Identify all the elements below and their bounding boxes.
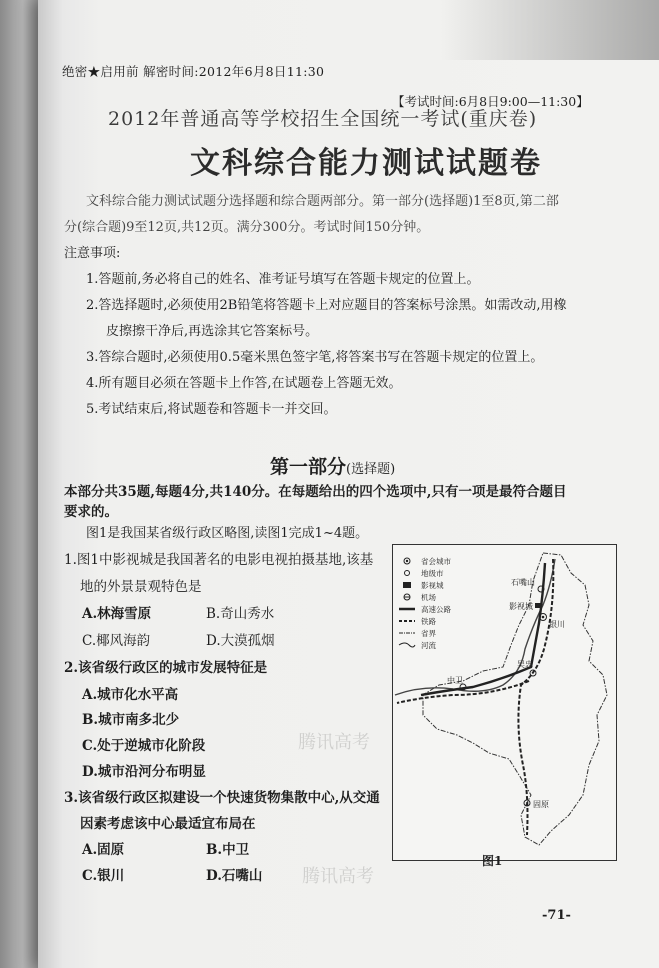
legend-capital: 省会城市 [421, 557, 451, 566]
question-1-stem-cont: 地的外景景观特色是 [80, 579, 202, 595]
city-label-zhongwei: 中卫 [447, 676, 463, 685]
exam-title: 2012年普通高等学校招生全国统一考试(重庆卷) [108, 108, 538, 130]
legend-studio: 影视城 [421, 581, 444, 590]
province-map [392, 544, 617, 861]
note-item: 4.所有题目必须在答题卡上作答,在试题卷上答题无效。 [86, 376, 402, 391]
city-label-wuzhong: 吴忠 [517, 660, 533, 669]
exam-time: 【考试时间:6月8日9:00—11:30】 [392, 94, 589, 109]
intro-line-1: 文科综合能力测试试题分选择题和综合题两部分。第一部分(选择题)1至8页,第二部 [86, 194, 559, 209]
note-item: 皮擦擦干净后,再选涂其它答案标号。 [106, 324, 319, 339]
legend-airport: 机场 [421, 593, 436, 602]
question-1-option-d: D.大漠孤烟 [206, 633, 275, 649]
film-studio-symbol-icon [403, 582, 411, 588]
film-studio-marker-icon [535, 603, 542, 608]
map-legend [399, 556, 451, 650]
city-marker-yinchuan-dot [542, 616, 545, 619]
question-1-option-c: C.椰风海韵 [82, 633, 151, 649]
question-3-option-b: B.中卫 [206, 842, 250, 858]
railway-line [518, 559, 553, 835]
legend-expressway: 高速公路 [421, 605, 451, 614]
question-1-option-a: A.林海雪原 [82, 606, 152, 622]
paper-title: 文科综合能力测试试题卷 [190, 146, 542, 181]
question-2-option-b: B.城市南多北少 [82, 712, 180, 728]
part1-note-line-1: 本部分共35题,每题4分,共140分。在每题给出的四个选项中,只有一项是最符合题目 [64, 484, 567, 500]
map-drawing [393, 545, 616, 860]
question-3-stem-cont: 因素考虑该中心最适宜布局在 [80, 816, 256, 832]
river-symbol-icon [399, 643, 415, 647]
legend-railway: 铁路 [421, 617, 436, 626]
legend-border: 省界 [421, 629, 436, 638]
note-item: 1.答题前,务必将自己的姓名、准考证号填写在答题卡规定的位置上。 [86, 272, 480, 287]
secret-line: 绝密★启用前 解密时间:2012年6月8日11:30 [62, 64, 325, 79]
question-1-stem: 1.图1中影视城是我国著名的电影电视拍摄基地,该基 [64, 552, 374, 568]
question-3-stem: 3.该省级行政区拟建设一个快速货物集散中心,从交通 [64, 790, 380, 806]
page-shadow [440, 0, 659, 60]
province-border [423, 553, 607, 845]
figure-intro: 图1是我国某省级行政区略图,读图1完成1~4题。 [86, 526, 369, 541]
question-3-option-a: A.固原 [82, 842, 125, 858]
city-label-studio: 影视城 [509, 602, 533, 611]
figure-caption: 图1 [482, 854, 503, 868]
question-1-option-b: B.奇山秀水 [206, 606, 275, 622]
legend-river: 河流 [421, 641, 436, 650]
note-item: 2.答选择题时,必须使用2B铅笔将答题卡上对应题目的答案标号涂黑。如需改动,用橡 [86, 298, 567, 313]
watermark-logo: 腾讯高考 [298, 732, 370, 753]
capital-city-dot-icon [406, 560, 408, 562]
question-2-stem: 2.该省级行政区的城市发展特征是 [64, 660, 268, 676]
note-item: 3.答综合题时,必须使用0.5毫米黑色签字笔,将答案书写在答题卡规定的位置上。 [86, 350, 544, 365]
question-3-option-d: D.石嘴山 [206, 868, 263, 884]
note-item: 5.考试结束后,将试题卷和答题卡一并交回。 [86, 402, 337, 417]
watermark-logo: 腾讯高考 [302, 866, 374, 887]
part1-title-text: 第一部分 [270, 456, 347, 478]
question-2-option-d: D.城市沿河分布明显 [82, 764, 206, 780]
legend-prefecture: 地级市 [421, 569, 444, 578]
part1-subtitle: (选择题) [346, 462, 396, 477]
page-number: -71- [542, 908, 571, 923]
question-3-option-c: C.银川 [82, 868, 125, 884]
book-spine [0, 0, 38, 968]
city-label-guyuan: 固原 [533, 800, 549, 809]
part1-title [270, 452, 395, 479]
intro-line-2: 分(综合题)9至12页,共12页。满分300分。考试时间150分钟。 [64, 220, 430, 235]
question-2-option-a: A.城市化水平高 [82, 687, 179, 703]
notes-title: 注意事项: [64, 246, 121, 261]
city-label-yinchuan: 银川 [549, 620, 565, 629]
prefecture-city-symbol-icon [405, 571, 410, 576]
question-2-option-c: C.处于逆城市化阶段 [82, 738, 206, 754]
city-label-shizuishan: 石嘴山 [511, 578, 535, 587]
part1-note-line-2: 要求的。 [64, 504, 118, 520]
